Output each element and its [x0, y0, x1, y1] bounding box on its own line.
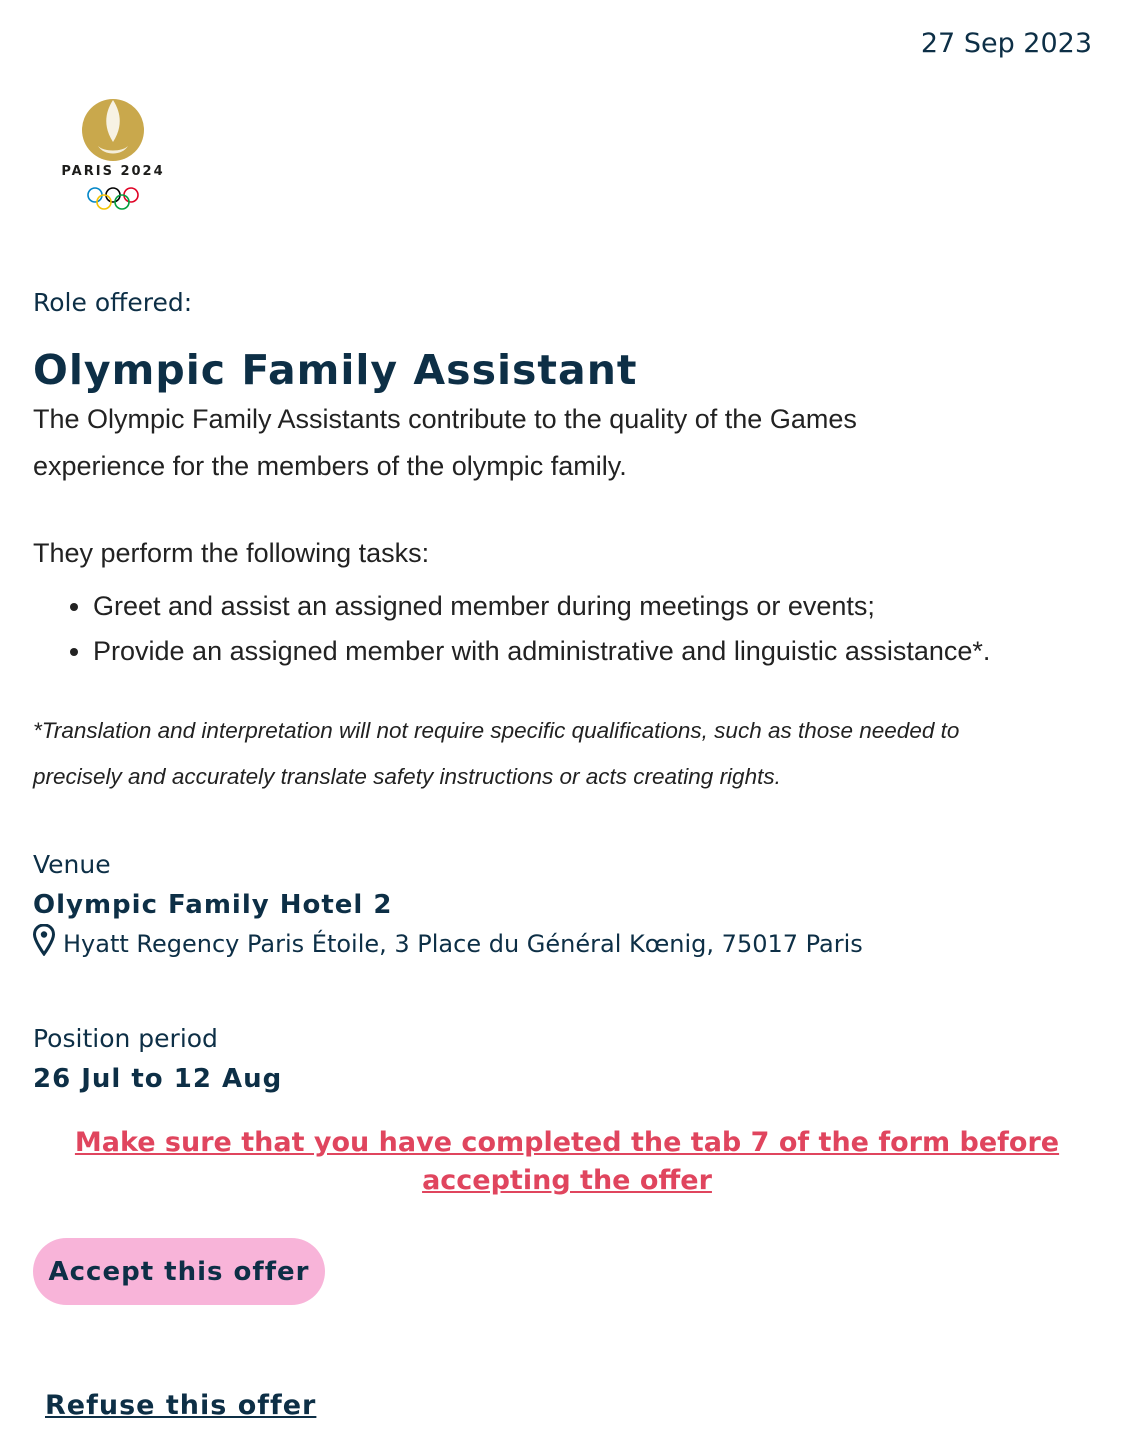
- offer-date: 27 Sep 2023: [920, 28, 1092, 59]
- warning-line: accepting the offer: [422, 1165, 712, 1196]
- accept-offer-button[interactable]: Accept this offer: [33, 1238, 325, 1305]
- complete-form-warning-link[interactable]: [0, 1124, 1134, 1200]
- description-line: The Olympic Family Assistants contribute to the quality of the Games: [33, 404, 857, 434]
- task-item: • Provide an assigned member with administrative and linguistic assistance*.: [93, 629, 990, 674]
- role-label: Role offered:: [33, 288, 193, 317]
- period-label: Position period: [33, 1024, 218, 1053]
- role-description: [33, 396, 993, 490]
- refuse-offer-link[interactable]: Refuse this offer: [45, 1390, 317, 1421]
- location-pin-icon: [33, 924, 55, 956]
- task-item: • Greet and assist an assigned member during meetings or events;: [93, 584, 990, 629]
- venue-label: Venue: [33, 850, 111, 879]
- venue-address: [33, 928, 863, 960]
- role-title: Olympic Family Assistant: [33, 346, 638, 394]
- olympic-rings-icon: [86, 186, 140, 212]
- translation-footnote: [33, 708, 1073, 800]
- tasks-list: [33, 584, 990, 674]
- description-line: experience for the members of the olympic family.: [33, 451, 627, 481]
- paris-2024-logo: [60, 96, 166, 214]
- logo-text: PARIS 2024: [61, 164, 165, 179]
- venue-name: Olympic Family Hotel 2: [33, 890, 393, 920]
- tasks-intro: They perform the following tasks:: [33, 538, 430, 568]
- footnote-line: *Translation and interpretation will not require specific qualifications, such as those needed to: [33, 718, 960, 743]
- flame-emblem-icon: [60, 96, 166, 166]
- period-value: 26 Jul to 12 Aug: [33, 1064, 283, 1094]
- venue-address-text: Hyatt Regency Paris Étoile, 3 Place du Général Kœnig, 75017 Paris: [63, 930, 863, 958]
- footnote-line: precisely and accurately translate safety instructions or acts creating rights.: [33, 764, 781, 789]
- warning-line: Make sure that you have completed the tab 7 of the form before: [74, 1127, 1060, 1158]
